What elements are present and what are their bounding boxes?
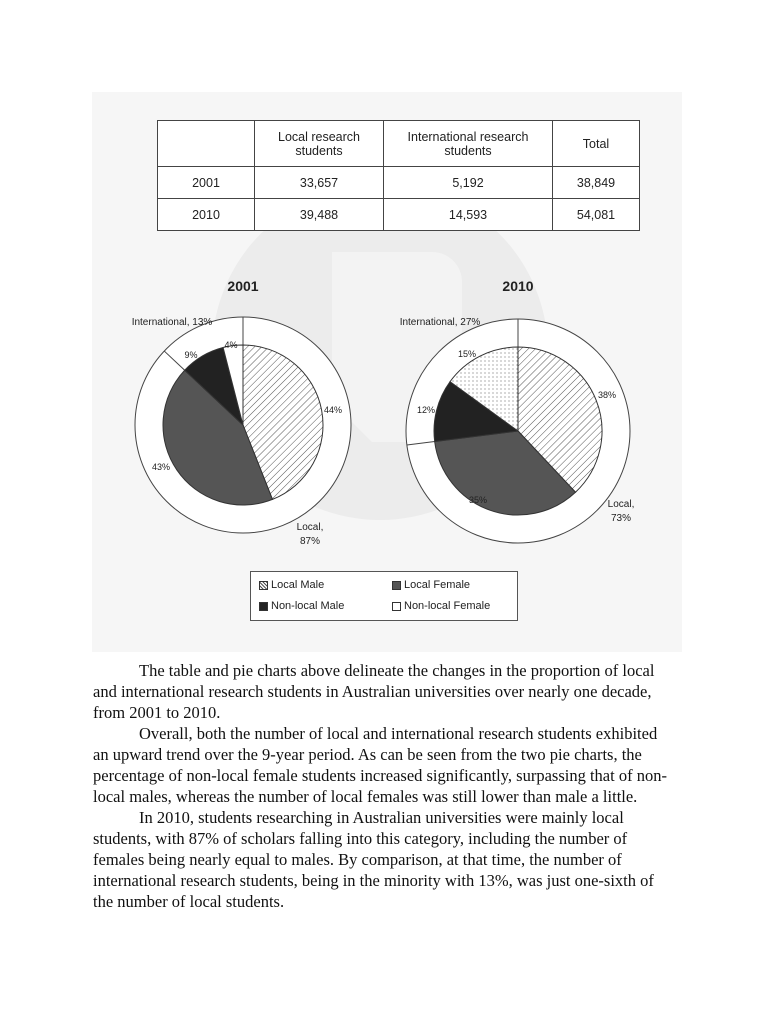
slice-label: 35% [468, 495, 488, 505]
table-header-cell: Total [553, 121, 640, 167]
legend-label: Non-local Male [271, 600, 345, 612]
slice-label: 12% [416, 405, 436, 415]
ring-label-local: Local, [296, 522, 324, 533]
legend-item-local-female [392, 579, 470, 591]
essay-text [93, 660, 673, 912]
table-cell: 2010 [158, 199, 255, 231]
pie-title: 2010 [502, 278, 534, 294]
legend-label: Local Female [404, 579, 471, 591]
pie-title: 2001 [227, 278, 259, 294]
table-cell: 33,657 [255, 167, 384, 199]
chart-legend [250, 571, 518, 621]
pie-chart-2001 [132, 278, 351, 547]
slice-label: 43% [151, 462, 171, 472]
legend-label: Non-local Female [404, 600, 491, 612]
table-cell: 14,593 [384, 199, 553, 231]
legend-item-nonlocal-male [259, 600, 344, 612]
table-header-cell: Local research students [255, 121, 384, 167]
legend-item-nonlocal-female [392, 600, 490, 612]
table-cell: 2001 [158, 167, 255, 199]
essay-paragraph: In 2010, students researching in Australian universities were mainly local students, with 87% of scholars falling into this category, including the number of females being nearly equal to males. By comparison, at that time, the number of international research students, being in the minority with 13%, was just one-sixth of the number of local students. [93, 808, 654, 911]
ring-label-local: 73% [610, 513, 632, 524]
slice-label: 9% [184, 350, 198, 360]
slice-label: 44% [323, 405, 343, 415]
ring-label-local: 87% [299, 536, 321, 547]
table-cell: 54,081 [553, 199, 640, 231]
slice-label: 4% [224, 340, 238, 350]
table-header-cell: International research students [384, 121, 553, 167]
ring-label-local: Local, [607, 499, 635, 510]
table-cell: 38,849 [553, 167, 640, 199]
legend-item-local-male [259, 579, 324, 591]
essay-paragraph: The table and pie charts above delineate the changes in the proportion of local and international research students in Australian universities over nearly one decade, from 2001 to 2010. [93, 661, 655, 722]
pie-chart-2010 [400, 278, 635, 543]
legend-swatch [392, 581, 401, 590]
ring-label-international: International, 13% [131, 317, 213, 328]
essay-paragraph: Overall, both the number of local and international research students exhibited an upward trend over the 9-year period. As can be seen from the two pie charts, the percentage of non-local female students increased significantly, surpassing that of non-local males, whereas the number of local females was still lower than male a little. [93, 724, 667, 806]
legend-swatch [259, 581, 268, 590]
table-cell: 39,488 [255, 199, 384, 231]
table-cell: 5,192 [384, 167, 553, 199]
legend-swatch [259, 602, 268, 611]
slice-label: 38% [597, 390, 617, 400]
ring-label-international: International, 27% [399, 317, 481, 328]
legend-swatch [392, 602, 401, 611]
legend-label: Local Male [271, 579, 325, 591]
slice-label: 15% [457, 349, 477, 359]
